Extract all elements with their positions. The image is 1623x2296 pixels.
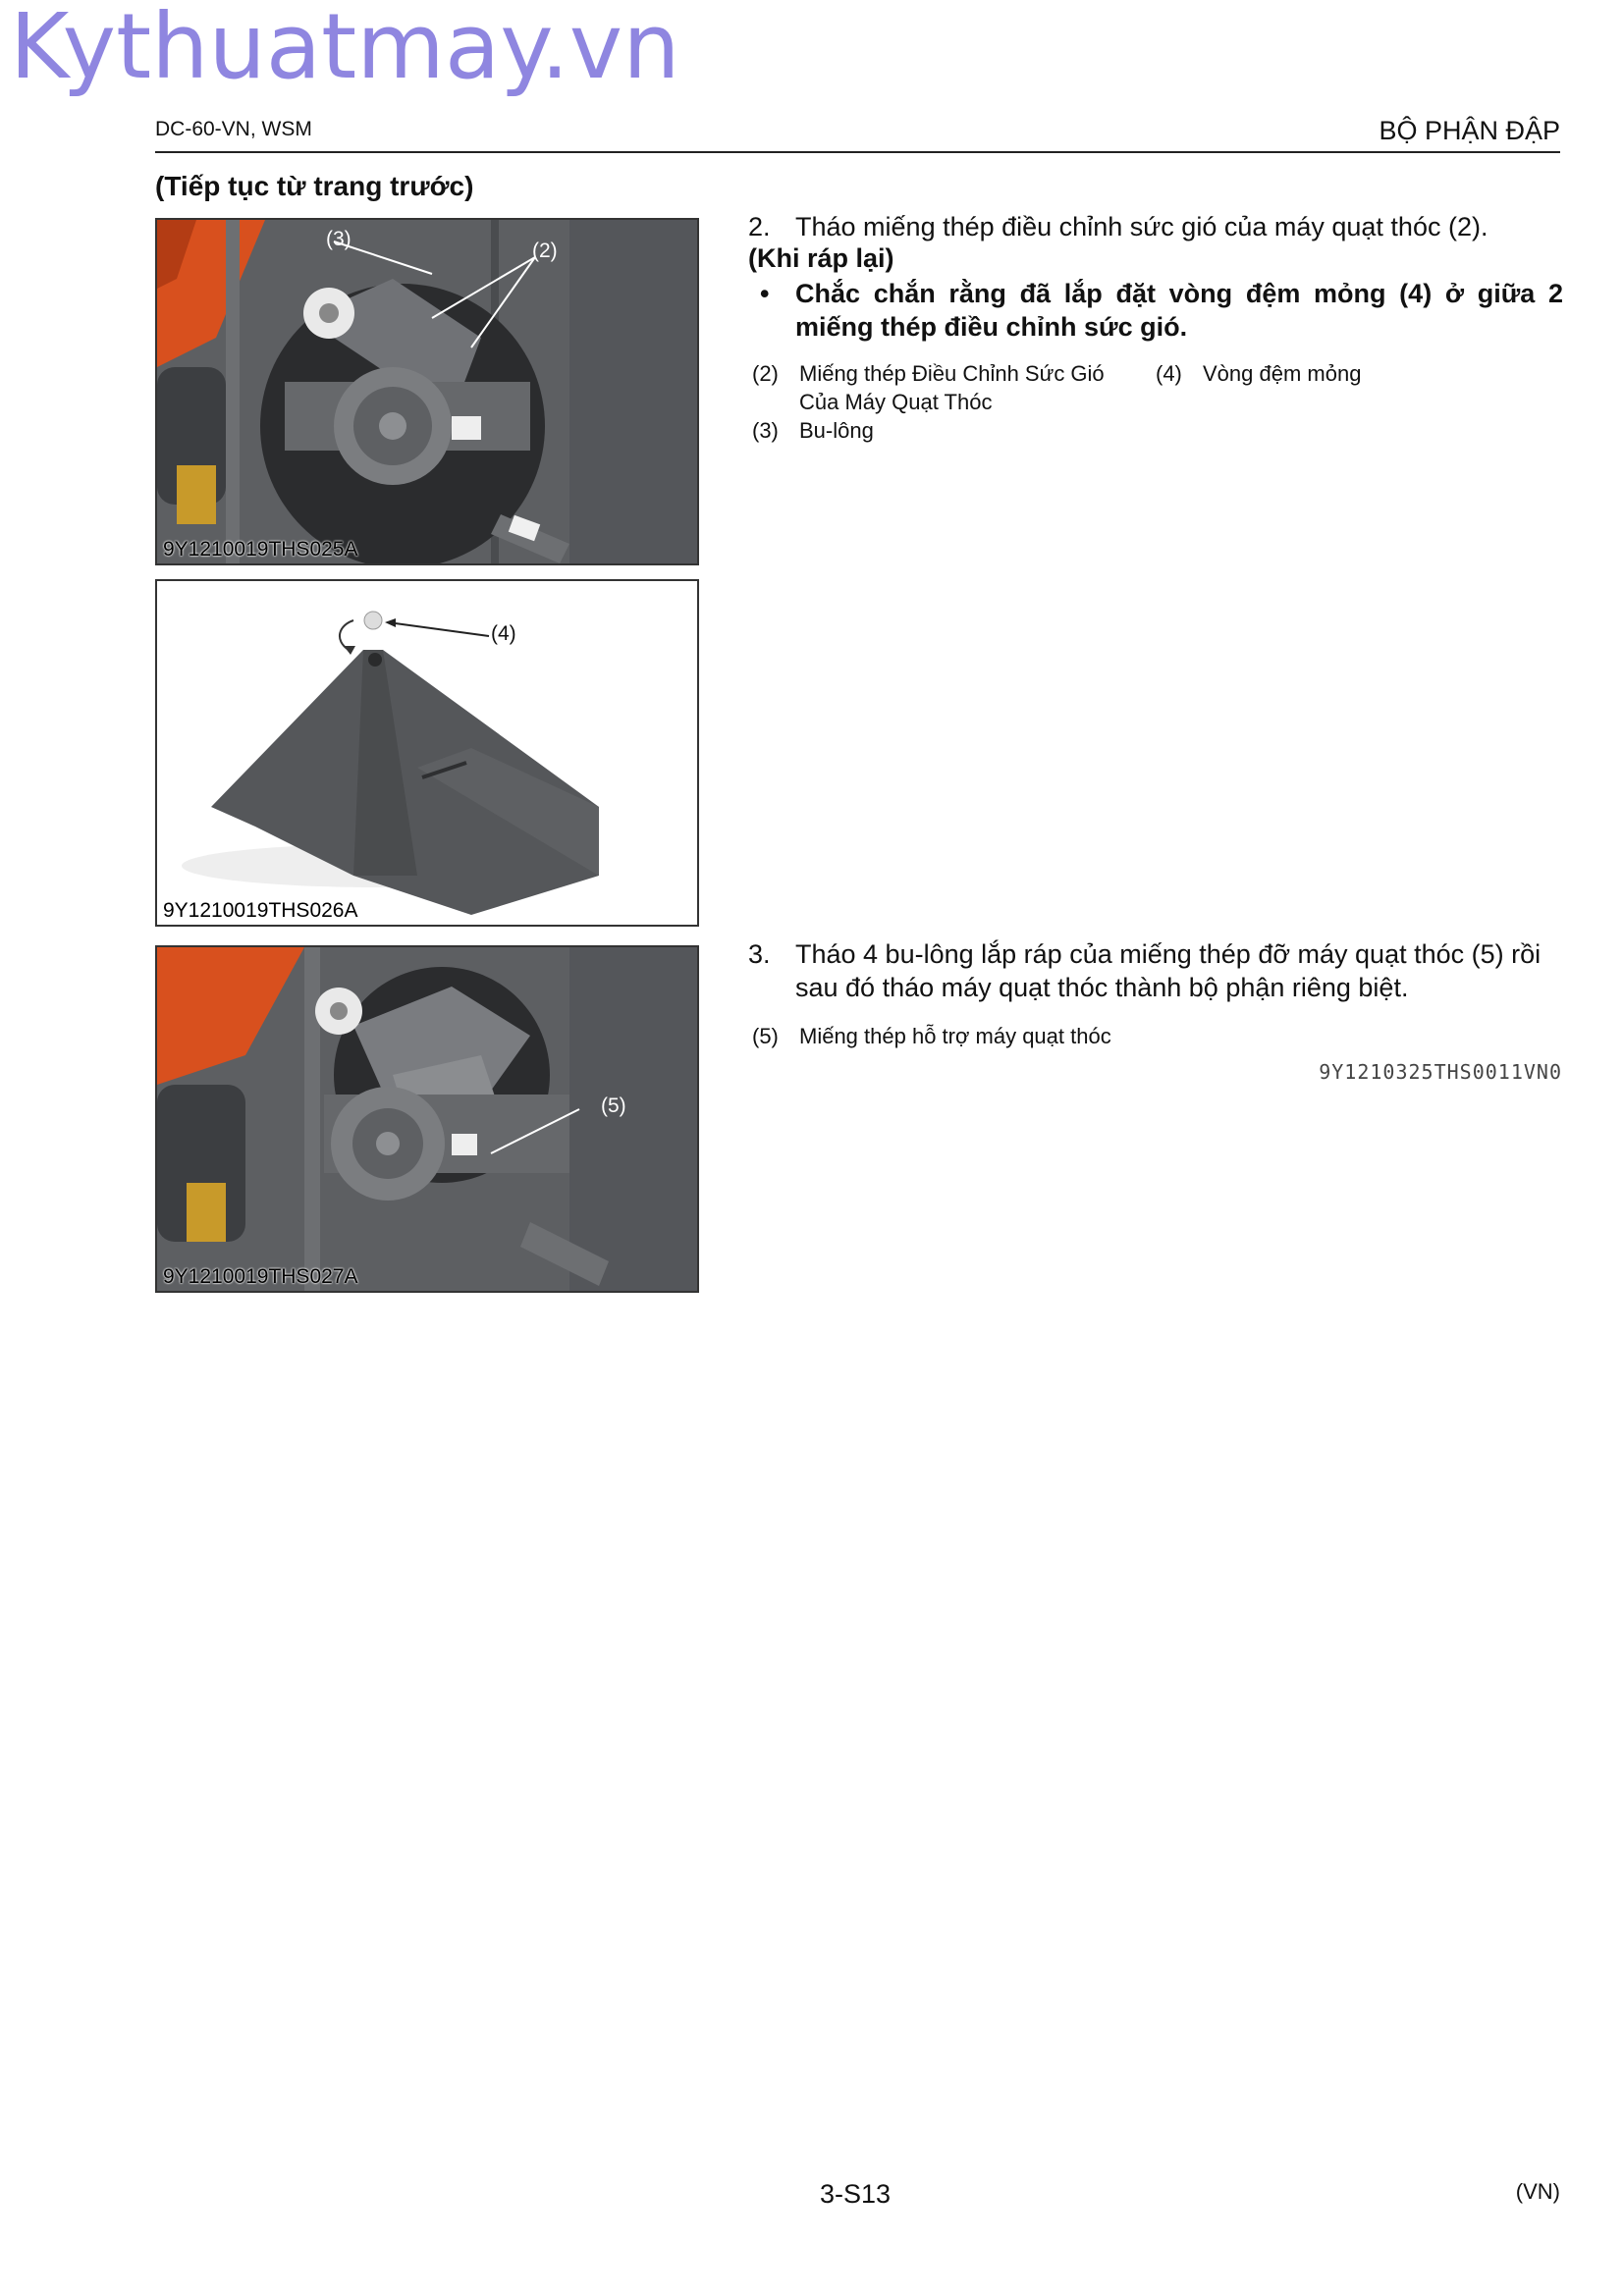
legend-number: (4) [1156, 361, 1182, 386]
photo-deflector-plate [155, 579, 699, 927]
page-number: 3-S13 [820, 2179, 892, 2209]
step-3 [748, 937, 1563, 1004]
photo-caption: 9Y1210019THS027A [163, 1265, 358, 1288]
callout-5: (5) [601, 1095, 626, 1117]
legend-item [1156, 359, 1568, 388]
legend-text: Miếng thép hỗ trợ máy quạt thóc [799, 1024, 1111, 1048]
photo-fan-support [155, 945, 699, 1293]
step-text: Tháo 4 bu-lông lắp ráp của miếng thép đỡ máy quạt thóc (5) rồi sau đó tháo máy quạt thóc thành bộ phận riêng biệt. [795, 939, 1542, 1002]
photo-caption: 9Y1210019THS025A [163, 538, 358, 561]
note-text: Chắc chắn rằng đã lắp đặt vòng đệm mỏng (4) ở giữa 2 miếng thép điều chỉnh sức gió. [795, 279, 1563, 342]
legend-text: Vòng đệm mỏng [1203, 361, 1362, 386]
section-title: BỘ PHẬN ĐẬP [1379, 116, 1560, 145]
callout-4: (4) [491, 622, 516, 645]
photo-caption: 9Y1210019THS026A [163, 899, 358, 922]
continued-note: (Tiếp tục từ trang trước) [155, 171, 474, 201]
reassembly-note [758, 277, 1563, 344]
legend-number: (5) [752, 1024, 779, 1048]
photo-fan-cover [155, 218, 699, 565]
step-2 [748, 210, 1563, 243]
reassembly-heading: (Khi ráp lại) [748, 243, 894, 273]
bullet-icon: • [760, 279, 770, 308]
legend-number: (2) [752, 361, 779, 386]
legend-item [752, 359, 1145, 416]
language-tag: (VN) [1515, 2179, 1560, 2204]
legend-text: Bu-lông [799, 418, 874, 443]
callout-2: (2) [532, 240, 558, 262]
legend-number: (3) [752, 418, 779, 443]
legend-text: Miếng thép Điều Chỉnh Sức Gió Của Máy Quạt Thóc [799, 361, 1105, 414]
doc-reference-code: 9Y1210325THS0011VN0 [1319, 1060, 1562, 1084]
step-number: 2. [748, 212, 771, 241]
legend-item [752, 416, 1145, 445]
doc-code: DC-60-VN, WSM [155, 118, 312, 140]
header-divider [155, 151, 1560, 153]
step-number: 3. [748, 939, 771, 969]
legend-item [752, 1022, 1439, 1050]
watermark-logo: Kythuatmay.vn [10, 0, 680, 99]
callout-3: (3) [326, 228, 352, 250]
step-text: Tháo miếng thép điều chỉnh sức gió của máy quạt thóc (2). [795, 212, 1488, 241]
